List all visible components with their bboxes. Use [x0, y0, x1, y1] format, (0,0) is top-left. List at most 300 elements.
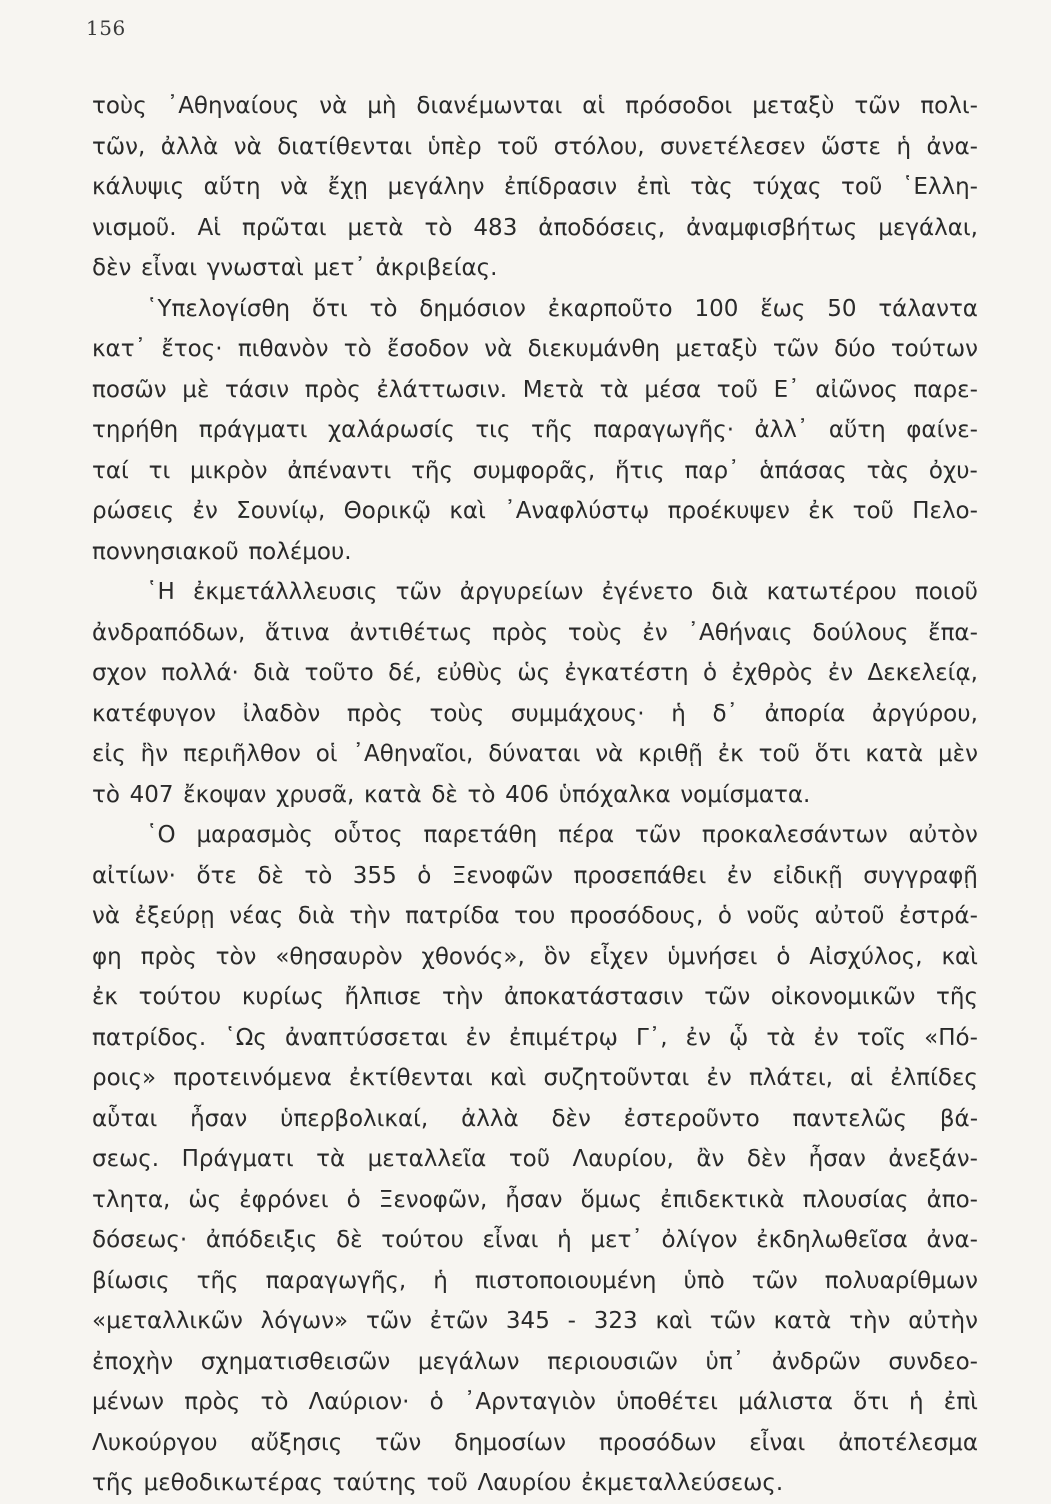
word: ἐτῶν	[429, 1308, 489, 1334]
text-line	[92, 1423, 978, 1464]
word: τούτου	[381, 1227, 464, 1253]
word: ἐλάττωσιν.	[376, 376, 508, 403]
word: αἰῶνος	[815, 376, 898, 403]
word: τὰς	[690, 174, 733, 200]
word: τοῖς	[856, 1024, 907, 1051]
word: ρώσεις	[92, 498, 175, 524]
word: βίωσις	[92, 1267, 170, 1294]
word: Δεκελείᾳ,	[867, 660, 978, 686]
word: ἐξεύρῃ	[134, 903, 215, 929]
word: μεγάλαι,	[878, 214, 978, 241]
word: ἀλλ᾽	[754, 417, 809, 443]
word: μικρὸν	[190, 457, 268, 484]
word: εἶναι	[749, 1429, 806, 1456]
word: ἐπιμέτρῳ	[509, 1024, 618, 1051]
word: τῶν	[772, 336, 819, 362]
word: Ξενοφῶν	[451, 862, 553, 889]
word: ἐγκατέστη	[564, 660, 689, 686]
word: τῶν	[751, 1267, 798, 1294]
text-line	[92, 1018, 978, 1059]
word: ᾿Αρνταγιὸν	[463, 1389, 596, 1415]
word: προσεπάθει	[573, 862, 707, 889]
word: ποιοῦ	[914, 579, 978, 605]
word: γνωσταὶ	[206, 255, 304, 281]
word: κριθῇ	[638, 741, 703, 767]
text-line	[92, 329, 978, 370]
word: εἶναι	[482, 1227, 539, 1253]
word: τῶν	[709, 1308, 756, 1334]
text-line	[92, 451, 978, 492]
word: νὰ	[484, 336, 513, 362]
word: τούτου	[138, 984, 222, 1010]
word: πολυαρίθμων	[824, 1267, 978, 1294]
word: τὸ	[260, 1389, 289, 1415]
word: πρὸς	[184, 1389, 241, 1415]
word: μεταλλεῖα	[367, 1146, 487, 1172]
word: τῆς	[196, 1267, 239, 1294]
word: ταί	[92, 457, 129, 484]
word: κατ᾽	[92, 336, 147, 362]
word: ἐλπίδες	[890, 1065, 978, 1091]
word: αἱ	[582, 93, 606, 119]
word: δὲ	[336, 1227, 363, 1253]
word: ποσῶν	[92, 376, 167, 403]
word: αὕτη	[203, 174, 261, 200]
word: 483	[473, 214, 518, 241]
word: ἡ	[433, 1267, 448, 1294]
word: ἐν	[813, 1024, 839, 1051]
word: τὴν	[849, 1308, 891, 1334]
word: ἐκαρποῦτο	[547, 295, 673, 322]
text-line	[92, 856, 978, 897]
word: μετὰ	[347, 214, 404, 241]
word: ὁ	[346, 1186, 361, 1213]
word: προκαλεσάντων	[701, 822, 888, 848]
word: τοῦ	[852, 498, 894, 524]
word: ἀνεξάν-	[888, 1146, 978, 1172]
word: ᾿Αθήναις	[687, 619, 793, 646]
word: προσόδων	[598, 1429, 717, 1456]
body-text	[92, 86, 978, 1504]
word: δὲν	[92, 255, 132, 281]
word: οἱ	[315, 741, 338, 767]
word: τις	[475, 417, 511, 443]
word: πρὸς	[304, 376, 361, 403]
word: αὐτὸν	[908, 822, 978, 848]
word: φαίνε-	[906, 417, 978, 443]
word: παραγωγῆς·	[593, 417, 734, 443]
word: ἀνδρῶν	[771, 1348, 861, 1375]
word: ἐκτίθενται	[348, 1065, 473, 1091]
word: 50	[827, 295, 857, 322]
word: 407	[129, 781, 174, 808]
word: πιθανὸν	[237, 336, 329, 362]
text-line	[92, 410, 978, 451]
word: τοῦ	[497, 133, 539, 160]
text-line	[92, 977, 978, 1018]
word: αἰτίων·	[92, 862, 176, 889]
word: συνετέλεσεν	[660, 133, 806, 160]
text-line	[92, 1220, 978, 1261]
word: διὰ	[253, 660, 291, 686]
word: μένων	[92, 1389, 165, 1415]
word: κυρίως	[241, 984, 324, 1010]
word: τῶν	[704, 984, 751, 1010]
word: ᾿Αναφλύστῳ	[504, 498, 650, 524]
word: πατρίδα	[405, 903, 500, 929]
word: ὅτι	[853, 1389, 889, 1415]
word: ἀναμφισβήτως	[686, 214, 858, 241]
word: πρὸς	[140, 943, 197, 970]
word: τὸν	[215, 943, 257, 970]
word: προέκυψεν	[667, 498, 790, 524]
word: καὶ	[655, 1308, 692, 1334]
word: «Πό-	[924, 1024, 978, 1051]
word: ἀποτέλεσμα	[838, 1429, 978, 1456]
word: νὰ	[595, 741, 624, 767]
word: ἐκμεταλλεύσεως.	[581, 1470, 784, 1496]
text-line	[92, 491, 978, 532]
word: 355	[352, 862, 397, 889]
word: ἐγένετο	[601, 579, 694, 605]
word: ἐπιδεκτικὰ	[660, 1186, 785, 1213]
word: ἐν	[642, 619, 668, 646]
word: τύχας	[752, 174, 822, 200]
word: διεκυμάνθη	[527, 336, 661, 362]
word: μεταξὺ	[752, 93, 835, 119]
word: συμμάχους·	[510, 700, 645, 727]
word: ὅτι	[311, 295, 348, 322]
word: τὸ	[369, 295, 398, 322]
word: ἐκ	[808, 498, 835, 524]
word: ἦσαν	[505, 1186, 563, 1213]
word: τὰ	[599, 376, 629, 403]
word: κατὰ	[363, 781, 422, 808]
word: ἔτος·	[161, 336, 223, 362]
word: αὐτὴν	[908, 1308, 978, 1334]
word: δούλους	[812, 619, 909, 646]
word: τῶν	[395, 579, 442, 605]
word: χαλάρωσίς	[327, 417, 455, 443]
word: ἐπίδρασιν	[504, 174, 618, 200]
word: ἡ	[557, 1227, 572, 1253]
word: ἐχθρὸς	[731, 660, 814, 686]
word: νὰ	[92, 903, 121, 929]
word: μὲ	[182, 376, 210, 403]
word: ὁ	[717, 903, 732, 929]
text-line	[92, 653, 978, 694]
word: πλουσίας	[802, 1186, 909, 1213]
word: τὸ	[467, 781, 496, 808]
text-line	[92, 1058, 978, 1099]
word: δόσεως·	[92, 1227, 188, 1253]
word: ὅμως	[580, 1186, 643, 1213]
word: ἐποχὴν	[92, 1348, 174, 1375]
word: ἀπορία	[764, 700, 846, 727]
word: αἱ	[850, 1065, 874, 1091]
word: 345	[505, 1308, 550, 1334]
word: νομίσματα.	[680, 781, 811, 808]
word: δ᾽	[712, 700, 739, 727]
word: ἡ	[909, 1389, 924, 1415]
word: ἀπόδειξις	[205, 1227, 318, 1253]
word: διὰ	[711, 579, 749, 605]
word: ἐπὶ	[636, 174, 671, 200]
word: Μετὰ	[522, 376, 585, 403]
word: φη	[92, 943, 122, 970]
word: βά-	[939, 1105, 978, 1132]
word: ᾧ	[729, 1024, 749, 1051]
word: τούτων	[890, 336, 978, 362]
word: ἔχῃ	[327, 174, 368, 200]
word: πρόσοδοι	[625, 93, 733, 119]
word: ἀντιθέτως	[349, 619, 473, 646]
word: ῾Ως	[224, 1024, 267, 1051]
word: Λαυρίου,	[572, 1146, 674, 1172]
word: σχηματισθεισῶν	[200, 1348, 391, 1375]
word: κατὰ	[865, 741, 924, 767]
word: ἔκοψαν	[183, 781, 267, 808]
word: τοῦ	[716, 376, 758, 403]
word: ἐν	[706, 1065, 732, 1091]
word: Πράγματι	[181, 1146, 294, 1172]
word: πλάτει,	[748, 1065, 833, 1091]
word: ὑπ᾽	[705, 1348, 745, 1375]
word: ἀνδραπόδων,	[92, 619, 246, 646]
word: διανέμωνται	[416, 93, 563, 119]
word: τὴν	[349, 903, 391, 929]
word: ὁ	[429, 1389, 444, 1415]
word: ἐκμετάλλλευσις	[192, 579, 378, 605]
word: ἔσοδον	[386, 336, 470, 362]
word: Αἱ	[197, 214, 222, 241]
word: δέ,	[388, 660, 422, 686]
text-line	[92, 1099, 978, 1140]
word: 323	[593, 1308, 638, 1334]
word: Αἰσχύλος,	[809, 943, 923, 970]
word: ὃν	[543, 943, 571, 970]
word: ἐν	[192, 498, 218, 524]
text-line	[92, 370, 978, 411]
word: τοῦ	[508, 1146, 551, 1172]
word: ἐν	[465, 1024, 491, 1051]
word: ἂν	[696, 1146, 725, 1172]
word: ταύτης	[332, 1470, 417, 1496]
word: ἐστεροῦντο	[623, 1105, 760, 1132]
word: τῶν	[365, 1308, 412, 1334]
word: εἶχεν	[589, 943, 649, 970]
word: ἤλπισε	[344, 984, 422, 1010]
word: ὑπὸ	[683, 1267, 725, 1294]
word: πρὸς	[346, 700, 403, 727]
word: παρετάθη	[423, 822, 538, 848]
word: σχον	[92, 660, 147, 686]
word: ὡς	[188, 1186, 222, 1213]
word: αὗται	[92, 1105, 158, 1132]
word: ἐν	[685, 1024, 711, 1051]
word: τι	[148, 457, 171, 484]
word: τὰ	[766, 1024, 796, 1051]
word: Λαυρίου	[477, 1470, 572, 1496]
word: μεγάλων	[417, 1348, 520, 1375]
word: κάλυψις	[92, 174, 185, 200]
word: ὑπὲρ	[427, 133, 482, 160]
word: Πελο-	[912, 498, 978, 524]
word: τὰ	[316, 1146, 346, 1172]
word: πατρίδος.	[92, 1024, 207, 1051]
word: τλητα,	[92, 1186, 171, 1213]
word: πρῶται	[242, 214, 327, 241]
word: συνδεο-	[888, 1348, 978, 1375]
word: τοὺς	[429, 700, 485, 727]
word: ἀναπτύσσεται	[284, 1024, 448, 1051]
word: ὑπερβολικαί,	[280, 1105, 429, 1132]
word: ὑπόχαλκα	[558, 781, 671, 808]
word: δὲ	[257, 862, 284, 889]
word: ἅτινα	[265, 619, 330, 646]
word: ἀπο-	[926, 1186, 978, 1213]
text-line	[92, 86, 978, 127]
text-line	[92, 208, 978, 249]
word: εἰδικῇ	[772, 862, 843, 889]
word: νοῦς	[746, 903, 801, 929]
word: ἥτις	[614, 457, 665, 484]
word: τὸ	[343, 336, 372, 362]
word: τοῦ	[426, 1470, 468, 1496]
word: παρε-	[913, 376, 978, 403]
word: μεθοδικωτέρας	[143, 1470, 324, 1496]
word: ἀπέναντι	[287, 457, 392, 484]
word: πράγματι	[198, 417, 308, 443]
word: κατὰ	[773, 1308, 832, 1334]
word: λόγων»	[260, 1308, 349, 1334]
word: ἐφρόνει	[239, 1186, 329, 1213]
text-line	[92, 775, 978, 816]
word: ἀποδόσεις,	[538, 214, 666, 241]
word: ὁ	[702, 660, 718, 686]
word: -	[567, 1308, 576, 1334]
text-line	[92, 167, 978, 208]
word: νέας	[229, 903, 284, 929]
word: τάλαντα	[878, 295, 978, 322]
word: δὲν	[551, 1105, 591, 1132]
word: ἦσαν	[808, 1146, 866, 1172]
text-line	[92, 532, 978, 573]
word: ἐκ	[717, 741, 744, 767]
word: καὶ	[489, 1065, 527, 1091]
word: ῾Η	[146, 579, 175, 605]
word: διὰ	[297, 903, 335, 929]
word: οἰκονομικῶν	[770, 984, 916, 1010]
word: ὁ	[776, 943, 791, 970]
word: τῆς	[936, 984, 978, 1010]
word: μετ᾽	[590, 1227, 643, 1253]
word: τῶν	[854, 93, 901, 119]
paragraph-first-line	[92, 815, 978, 856]
word: χθονός»,	[421, 943, 525, 970]
word: κατωτέρου	[766, 579, 897, 605]
word: δημοσίων	[454, 1429, 566, 1456]
word: νισμοῦ.	[92, 214, 177, 241]
word: ὑμνήσει	[667, 943, 758, 970]
word: εὐθὺς	[436, 660, 503, 686]
word: περιουσιῶν	[547, 1348, 678, 1375]
word: δὲ	[431, 781, 458, 808]
word: τοῦ	[758, 741, 800, 767]
word: πολι-	[920, 93, 978, 119]
word: ἀργύρου,	[871, 700, 978, 727]
word: ᾿Αθηναίους	[166, 93, 300, 119]
text-line	[92, 1382, 978, 1423]
word: χρυσᾶ,	[276, 781, 355, 808]
word: πολλά·	[161, 660, 239, 686]
word: ἦσαν	[190, 1105, 248, 1132]
word: αὔξησις	[250, 1429, 343, 1456]
word: ἕως	[760, 295, 806, 322]
word: ποννησιακοῦ	[92, 538, 239, 565]
text-line	[92, 1342, 978, 1383]
word: τὴν	[442, 984, 484, 1010]
word: ἐκ	[92, 984, 118, 1010]
text-line	[92, 1261, 978, 1302]
word: μὴ	[367, 93, 397, 119]
word: καὶ	[941, 943, 978, 970]
word: τοῦτο	[304, 660, 374, 686]
word: νὰ	[280, 174, 309, 200]
word: ὅτε	[196, 862, 237, 889]
word: 406	[505, 781, 549, 808]
word: ἀργυρείων	[459, 579, 584, 605]
word: πρὸς	[492, 619, 549, 646]
word: ῾Υπελογίσθη	[146, 295, 291, 322]
word: διατίθενται	[277, 133, 412, 160]
word: ἡ	[671, 700, 686, 727]
word: πιστοποιουμένη	[474, 1267, 657, 1294]
word: ἀκριβείας.	[375, 255, 498, 281]
text-line	[92, 1301, 978, 1342]
word: τοὺς	[92, 93, 147, 119]
word: Λαύριον·	[308, 1389, 410, 1415]
word: ἀλλὰ	[160, 133, 219, 160]
word: Ε᾽	[773, 376, 800, 403]
word: τηρήθη	[92, 417, 179, 443]
word: ἐστρά-	[898, 903, 978, 929]
word: νὰ	[233, 133, 262, 160]
text-line	[92, 896, 978, 937]
word: μὲν	[938, 741, 978, 767]
word: στόλου,	[553, 133, 645, 160]
word: εἶναι	[141, 255, 198, 281]
word: μέσα	[644, 376, 702, 403]
word: πολέμου.	[248, 538, 352, 565]
word: ροις»	[92, 1065, 157, 1091]
word: προσόδους,	[569, 903, 704, 929]
word: ᾿Αθηναῖοι,	[352, 741, 474, 767]
text-line	[92, 734, 978, 775]
word: «θησαυρὸν	[275, 943, 403, 970]
word: δημόσιον	[419, 295, 526, 322]
word: ὀλίγον	[661, 1227, 738, 1253]
word: δύναται	[488, 741, 581, 767]
word: κατέφυγον	[92, 700, 217, 727]
word: μάλιστα	[738, 1389, 833, 1415]
word: τὸ	[304, 862, 333, 889]
word: ἀλλὰ	[461, 1105, 519, 1132]
word: ἐκδηλωθεῖσα	[756, 1227, 908, 1253]
word: ἐπὶ	[943, 1389, 978, 1415]
word: τῶν	[375, 1429, 422, 1456]
word: τάσιν	[224, 376, 290, 403]
